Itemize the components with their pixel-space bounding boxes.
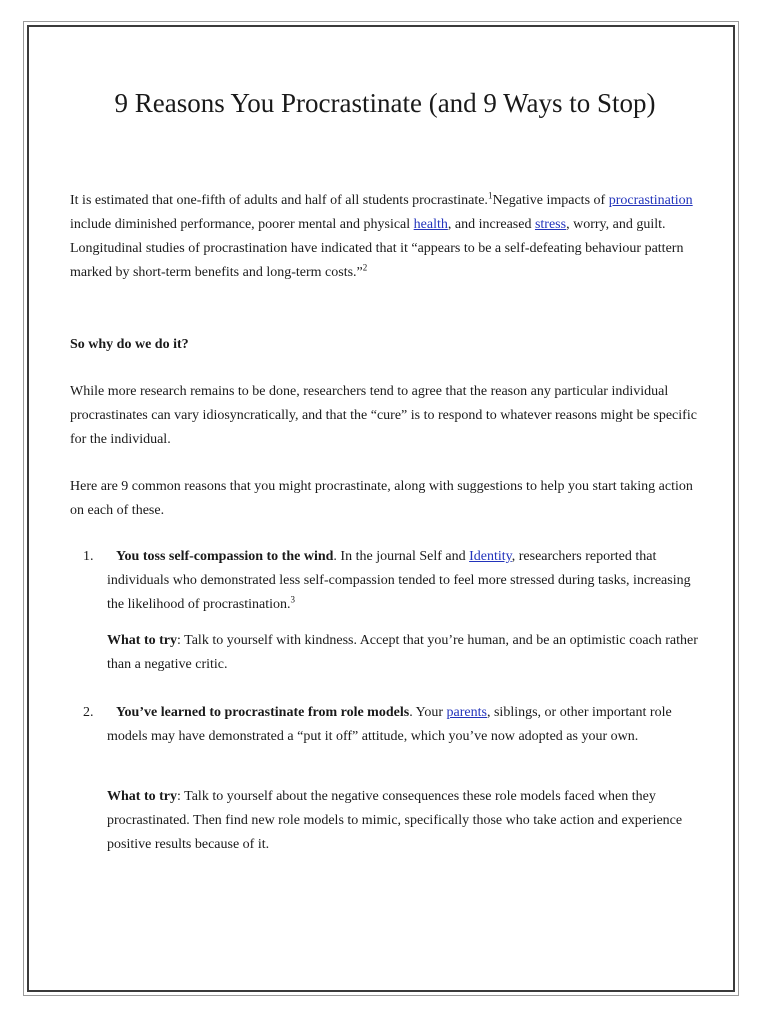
list-item-number: 2. <box>83 705 94 720</box>
intro-text: include diminished performance, poorer mental and physical <box>70 217 414 232</box>
procrastination-link[interactable]: procrastination <box>608 193 693 208</box>
footnote-ref: 3 <box>290 594 296 605</box>
intro-text: , worry, and guilt. Longitudinal studies of procrastination have indicated that it “appears to be a self-defeating behaviour pattern marked by short-term benefits and long-term costs.” <box>70 217 684 280</box>
intro-text: , and increased <box>447 217 535 232</box>
list-item-lead: You toss self-compassion to the wind <box>116 549 334 564</box>
list-item <box>107 701 707 749</box>
intro-text: Negative impacts of <box>492 193 609 208</box>
list-item-text: . In the journal Self and <box>333 549 470 564</box>
footnote-ref: 1 <box>487 190 493 201</box>
what-to-try-label: What to try <box>107 789 177 804</box>
stress-link[interactable]: stress <box>534 217 567 232</box>
intro-text: It is estimated that one-fifth of adults and half of all students procrastinate. <box>70 193 488 208</box>
health-link[interactable]: health <box>413 217 448 232</box>
what-to-try-label: What to try <box>107 633 177 648</box>
list-item-text: , siblings, or other important role models may have demonstrated a “put it off” attitude, which you’ve now adopted as your own. <box>107 705 672 744</box>
common-reasons-paragraph: Here are 9 common reasons that you might procrastinate, along with suggestions to help you start taking action on each of these. <box>70 479 693 518</box>
parents-link[interactable]: parents <box>446 705 487 720</box>
section-subheading: So why do we do it? <box>70 337 189 352</box>
what-to-try-text: : Talk to yourself about the negative consequences these role models faced when they procrastinated. Then find new role models to mimic, specifically those who take action and experience positive results because of it. <box>107 789 683 852</box>
list-item-text: . Your <box>409 705 447 720</box>
footnote-ref: 2 <box>362 262 368 273</box>
identity-link[interactable]: Identity <box>469 549 512 564</box>
list-item-lead: You’ve learned to procrastinate from role models <box>116 705 410 720</box>
article-title: 9 Reasons You Procrastinate (and 9 Ways to Stop) <box>114 88 656 118</box>
what-to-try <box>107 785 707 857</box>
intro-paragraph <box>70 189 710 285</box>
list-item <box>107 545 707 617</box>
list-item-number: 1. <box>83 549 94 564</box>
what-to-try-text: : Talk to yourself with kindness. Accept that you’re human, and be an optimistic coach rather than a negative critic. <box>107 633 698 672</box>
list-item-text: , researchers reported that individuals who demonstrated less self-compassion tended to feel more stressed during tasks, increasing the likelihood of procrastination. <box>107 549 691 612</box>
what-to-try <box>107 629 707 677</box>
research-paragraph: While more research remains to be done, researchers tend to agree that the reason any particular individual procrastinates can vary idiosyncratically, and that the “cure” is to respond to whatever reasons might be specific for the individual. <box>70 384 697 447</box>
